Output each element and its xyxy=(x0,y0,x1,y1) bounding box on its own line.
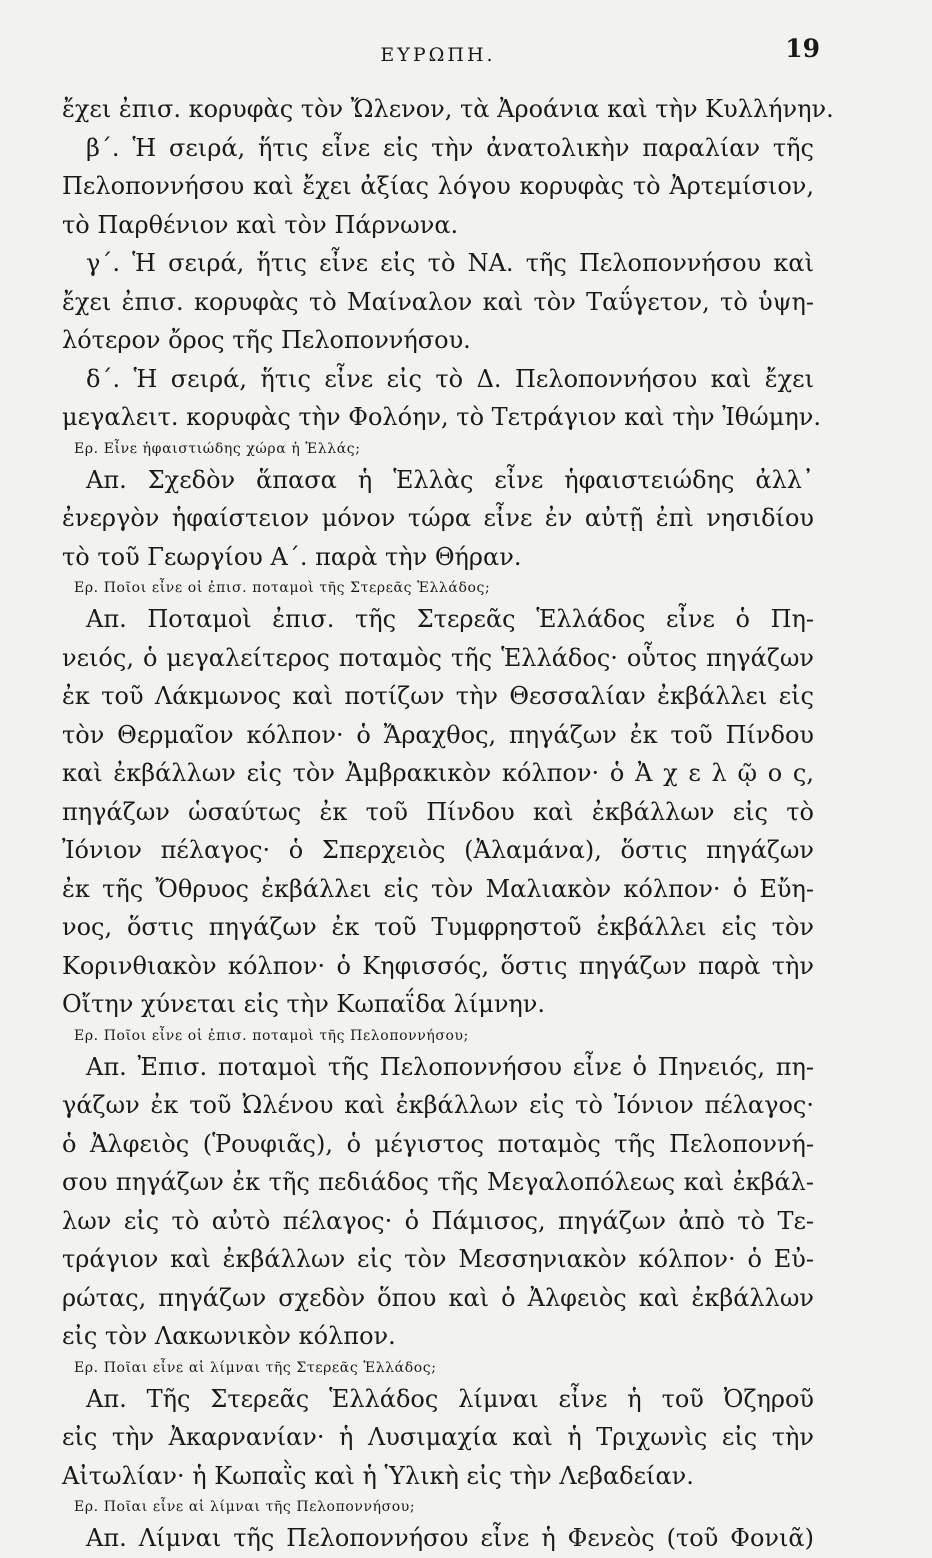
text-line: τὸν Θερμαῖον κόλπον· ὁ Ἄραχθος, πηγάζων ἐκ τοῦ Πίνδου xyxy=(62,720,814,749)
question-line: Ερ. Ποῖοι εἶνε οἱ ἐπισ. ποταμοὶ τῆς Στερεᾶς Ἑλλάδος; xyxy=(74,580,491,596)
paragraph-start-line: β΄. Ἡ σειρά, ἥτις εἶνε εἰς τὴν ἀνατολικὴν παραλίαν τῆς xyxy=(86,133,814,162)
text-line: σου πηγάζων ἐκ τῆς πεδιάδος τῆς Μεγαλοπόλεως καὶ ἐκβάλ- xyxy=(62,1168,814,1196)
text-line: Ἰόνιον πέλαγος· ὁ Σπερχειὸς (Ἀλαμάνα), ὅστις πηγάζων xyxy=(62,836,814,864)
text-line: νειός, ὁ μεγαλείτερος ποταμὸς τῆς Ἑλλάδος· οὗτος πηγάζων xyxy=(62,643,814,672)
text-line: ἐνεργὸν ἡφαίστειον μόνον τώρα εἶνε ἐν αὐτῇ ἐπὶ νησιδίου xyxy=(62,504,814,532)
paragraph-start-line: γ΄. Ἡ σειρά, ἥτις εἶνε εἰς τὸ ΝΑ. τῆς Πελοποννήσου καὶ xyxy=(86,249,814,277)
text-line: νος, ὅστις πηγάζων ἐκ τοῦ Τυμφρηστοῦ ἐκβάλλει εἰς τὸν xyxy=(62,913,814,941)
running-head xyxy=(62,30,820,90)
text-line: εἰς τὴν Ἀκαρνανίαν· ἡ Λυσιμαχία καὶ ἡ Τριχωνὶς εἰς τὴν xyxy=(62,1423,814,1451)
paragraph-start-line: δ΄. Ἡ σειρά, ἥτις εἶνε εἰς τὸ Δ. Πελοποννήσου καὶ ἔχει xyxy=(86,364,814,393)
text-line: Οἴτην χύνεται εἰς τὴν Κωπαΐδα λίμνην. xyxy=(62,990,546,1018)
body-text xyxy=(62,90,834,1558)
question-line: Ερ. Ποῖαι εἶνε αἱ λίμναι τῆς Πελοποννήσου; xyxy=(74,1499,416,1515)
paragraph-start-line: Απ. Σχεδὸν ἅπασα ἡ Ἑλλὰς εἶνε ἡφαιστειώδης ἀλλ᾽ xyxy=(86,465,814,494)
text-line: ὁ Ἀλφειὸς (Ῥουφιᾶς), ὁ μέγιστος ποταμὸς τῆς Πελοποννή- xyxy=(62,1129,814,1158)
text-line: μεγαλειτ. κορυφὰς τὴν Φολόην, τὸ Τετράγιον καὶ τὴν Ἰθώμην. xyxy=(62,403,821,431)
text-line: πηγάζων ὡσαύτως ἐκ τοῦ Πίνδου καὶ ἐκβάλλων εἰς τὸ xyxy=(62,797,814,826)
page-number: 19 xyxy=(785,34,820,63)
text-line: τράγιον καὶ ἐκβάλλων εἰς τὸν Μεσσηνιακὸν κόλπον· ὁ Εὐ- xyxy=(62,1245,814,1273)
paragraph-start-line: Απ. Ποταμοὶ ἐπισ. τῆς Στερεᾶς Ἑλλάδος εἶνε ὁ Πη- xyxy=(86,605,814,633)
text-line: γάζων ἐκ τοῦ Ὠλένου καὶ ἐκβάλλων εἰς τὸ Ἰόνιον πέλαγος· xyxy=(62,1091,814,1119)
question-line: Ερ. Εἶνε ἡφαιστιώδης χώρα ἡ Ἑλλάς; xyxy=(74,440,361,457)
paragraph-start-line: Απ. Τῆς Στερεᾶς Ἑλλάδος λίμναι εἶνε ἡ τοῦ Ὀζηροῦ xyxy=(86,1384,814,1413)
text-line: ἐκ τῆς Ὄθρυος ἐκβάλλει εἰς τὸν Μαλιακὸν κόλπον· ὁ Εὔη- xyxy=(62,874,814,903)
text-line: ἔχει ἐπισ. κορυφὰς τὸν Ὤλενον, τὰ Ἀροάνια καὶ τὴν Κυλλήνην. xyxy=(62,95,834,123)
text-line: καὶ ἐκβάλλων εἰς τὸν Ἀμβρακικὸν κόλπον· ὁ Ἀ χ ε λ ῷ ο ς, xyxy=(62,759,814,787)
text-line: ἐκ τοῦ Λάκμωνος καὶ ποτίζων τὴν Θεσσαλίαν ἐκβάλλει εἰς xyxy=(62,682,814,710)
text-line: εἰς τὸν Λακωνικὸν κόλπον. xyxy=(62,1322,396,1350)
text-line: λων εἰς τὸ αὐτὸ πέλαγος· ὁ Πάμισος, πηγάζων ἀπὸ τὸ Τε- xyxy=(62,1206,814,1235)
question-line: Ερ. Ποῖοι εἶνε οἱ ἐπισ. ποταμοὶ τῆς Πελοποννήσου; xyxy=(74,1027,469,1044)
text-line: τὸ τοῦ Γεωργίου Α΄. παρὰ τὴν Θήραν. xyxy=(62,542,522,571)
paragraph-start-line: Απ. Ἐπισ. ποταμοὶ τῆς Πελοποννήσου εἶνε ὁ Πηνειός, πη- xyxy=(86,1052,814,1081)
text-line: λότερον ὄρος τῆς Πελοποννήσου. xyxy=(62,326,471,354)
text-line: ρώτας, πηγάζων σχεδὸν ὅπου καὶ ὁ Ἀλφειὸς καὶ ἐκβάλλων xyxy=(62,1283,814,1312)
text-line: Κορινθιακὸν κόλπον· ὁ Κηφισσός, ὅστις πηγάζων παρὰ τὴν xyxy=(62,951,814,980)
text-line: Αἰτωλίαν· ἡ Κωπαῒς καὶ ἡ Ὑλικὴ εἰς τὴν Λεβαδείαν. xyxy=(62,1461,694,1490)
text-line: Πελοποννήσου καὶ ἔχει ἀξίας λόγου κορυφὰς τὸ Ἀρτεμίσιον, xyxy=(62,172,814,200)
text-line: ἔχει ἐπισ. κορυφὰς τὸ Μαίναλον καὶ τὸν Ταΰγετον, τὸ ὑψη- xyxy=(62,287,814,316)
running-title: ΕΥΡΩΠΗ. xyxy=(380,44,496,66)
text-line: τὸ Παρθένιον καὶ τὸν Πάρνωνα. xyxy=(62,210,459,239)
page xyxy=(62,30,834,1552)
paragraph-start-line: Απ. Λίμναι τῆς Πελοποννήσου εἶνε ἡ Φενεὸς (τοῦ Φονιᾶ) xyxy=(86,1524,814,1552)
question-line: Ερ. Ποῖαι εἶνε αἱ λίμναι τῆς Στερεᾶς Ἑλλάδος; xyxy=(74,1359,437,1376)
